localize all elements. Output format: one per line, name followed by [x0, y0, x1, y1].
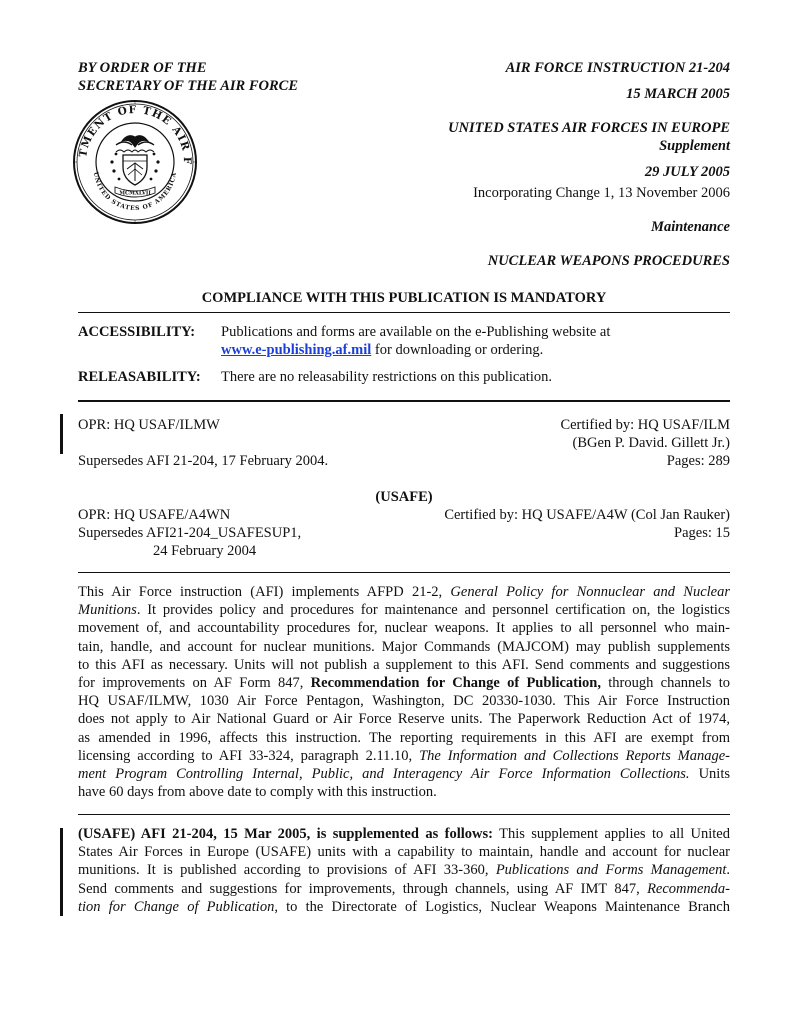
supersedes: Supersedes AFI 21-204, 17 February 2004. [78, 453, 329, 469]
releasability-label: RELEASABILITY: [78, 369, 201, 385]
accessibility-text-rest: for downloading or ordering. [371, 342, 544, 358]
usafe-supersedes: Supersedes AFI21-204_USAFESUP1, [78, 525, 302, 541]
rule-compliance [78, 312, 730, 313]
usafe-heading: (USAFE) [375, 489, 433, 505]
seal-bottom-text: UNITED STATES OF AMERICA [92, 171, 178, 213]
supplement-date: 29 JULY 2005 [644, 164, 730, 180]
rule-releasability [78, 400, 730, 402]
change-bar-1 [60, 414, 63, 454]
change-note: Incorporating Change 1, 13 November 2006 [473, 185, 730, 201]
usafe-page-count: Pages: 15 [674, 525, 730, 541]
accessibility-text: Publications and forms are available on the e-Publishing website at [221, 324, 611, 340]
accessibility-label: ACCESSIBILITY: [78, 324, 196, 340]
opr: OPR: HQ USAF/ILMW [78, 417, 220, 433]
usafe-certified-by: Certified by: HQ USAFE/A4W (Col Jan Rauker) [444, 507, 730, 523]
intro-paragraph: This Air Force instruction (AFI) implements AFPD 21-2, General Policy for Nonnuclear and Nuclear Munitions. It provides policy and procedures for maintenance and personnel certification on, the logistics movement of, and accountability procedures for, nuclear weapons. It applies to all personnel who main- tain, handle, and account for nuclear munitions. Major Commands (MAJCOM) may publish supplements to this AFI as necessary. Units will not publish a supplement to this AFI. Send comments and suggestions for improvements on AF Form 847, Recommendation for Change of Publication, through channels to HQ USAF/ILMW, 1030 Air Force Pentagon, Washington, DC 20330-1030. This Air Force Instruction does not apply to Air National Guard or Air Force Reserve units. The Paperwork Reduction Act of 1974, as amended in 1996, affects this instruction. The reporting requirements in this AFI are exempt from licensing according to AFI 33-324, paragraph 2.11.10, The Information and Collections Reports Manage- ment Program Controlling Internal, Public, and Interagency Air Force Information Collections. Units have 60 days from above date to comply with this instruction. [78, 584, 731, 801]
supplement-label: Supplement [659, 138, 730, 154]
usafe-supplement-paragraph: (USAFE) AFI 21-204, 15 Mar 2005, is supplemented as follows: This supplement applies to all United States Air Forces in Europe (USAFE) units with a capability to maintain, handle and account for nuclear munitions. It is published according to provisions of AFI 33-360, Publications and Forms Management. Send comments and suggestions for improvements, through channels, using AF IMT 847, Recommenda- tion for Change of Publication, to the Directorate of Logistics, Nuclear Weapons Maintenance Branch [78, 826, 730, 915]
command-name: UNITED STATES AIR FORCES IN EUROPE [448, 120, 730, 136]
certified-by: Certified by: HQ USAF/ILM [560, 417, 730, 433]
rule-opr [78, 572, 730, 573]
certifier-name: (BGen P. David. Gillett Jr.) [572, 435, 730, 451]
category: Maintenance [651, 219, 730, 235]
usafe-opr: OPR: HQ USAFE/A4WN [78, 507, 231, 523]
rule-intro [78, 814, 730, 815]
publication-title: NUCLEAR WEAPONS PROCEDURES [487, 253, 730, 269]
releasability-text: There are no releasability restrictions on this publication. [221, 369, 552, 385]
seal-outer-text: TMENT OF THE AIR F [77, 103, 194, 166]
instruction-date: 15 MARCH 2005 [626, 86, 730, 102]
accessibility-line-2 [221, 341, 543, 359]
e-publishing-link[interactable]: www.e-publishing.af.mil [221, 342, 372, 358]
compliance-statement: COMPLIANCE WITH THIS PUBLICATION IS MANDATORY [201, 290, 607, 306]
change-bar-2 [60, 828, 63, 916]
seal-year: MCMXLVII [119, 190, 151, 197]
order-line-2: SECRETARY OF THE AIR FORCE [78, 78, 298, 94]
instruction-number: AIR FORCE INSTRUCTION 21-204 [505, 60, 730, 76]
usafe-supersedes-date: 24 February 2004 [153, 543, 257, 559]
page-count: Pages: 289 [666, 453, 730, 469]
order-line-1: BY ORDER OF THE [78, 60, 207, 76]
air-force-seal [72, 99, 198, 225]
